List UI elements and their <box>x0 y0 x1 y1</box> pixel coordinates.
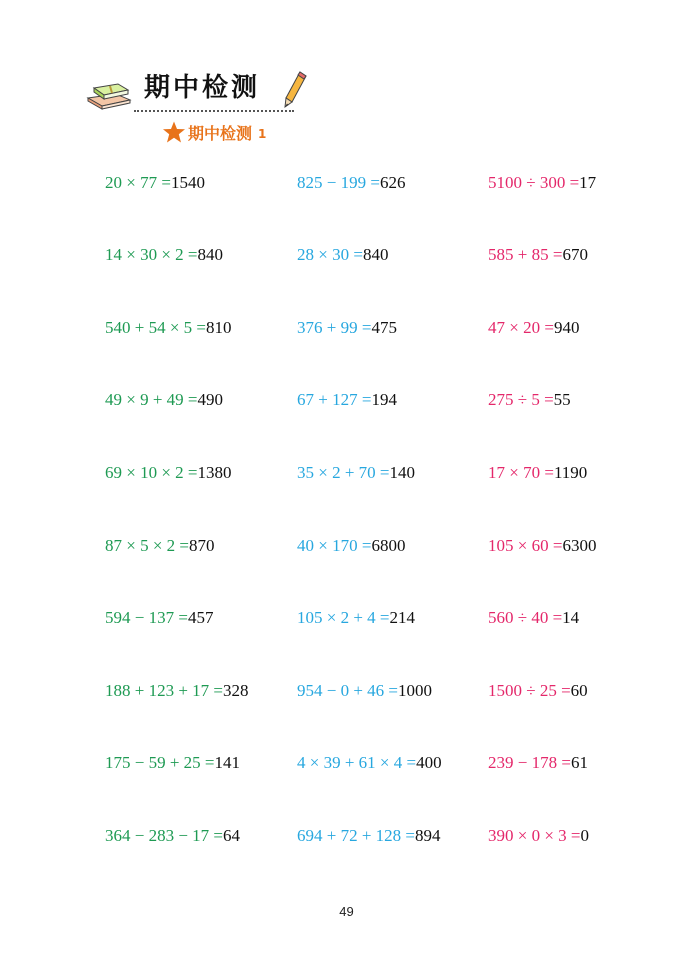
equation-answer: 626 <box>379 173 406 192</box>
equation-expression: 49 × 9 + 49 = <box>105 390 198 409</box>
equation-expression: 585 + 85 = <box>488 245 563 264</box>
equation-item <box>105 680 249 702</box>
equation-answer: 6300 <box>562 536 597 555</box>
equation-expression: 4 × 39 + 61 × 4 = <box>297 753 417 772</box>
equation-answer: 141 <box>214 753 241 772</box>
equation-expression: 825 − 199 = <box>297 173 380 192</box>
equation-answer: 64 <box>223 826 241 845</box>
equation-answer: 1000 <box>398 681 433 700</box>
equation-answer: 61 <box>570 753 588 772</box>
equation-item <box>488 172 596 194</box>
equation-expression: 40 × 170 = <box>297 536 372 555</box>
equation-item <box>105 172 205 194</box>
equation-expression: 188 + 123 + 17 = <box>105 681 224 700</box>
equation-answer: 1540 <box>170 173 205 192</box>
equation-item <box>105 462 232 484</box>
section-title: 期中检测 <box>188 123 253 143</box>
equation-item <box>488 607 579 629</box>
page-number: 49 <box>339 904 354 919</box>
equation-expression: 35 × 2 + 70 = <box>297 463 390 482</box>
equation-answer: 17 <box>579 173 597 192</box>
equation-answer: 6800 <box>371 536 406 555</box>
equation-answer: 1380 <box>197 463 232 482</box>
equation-expression: 1500 ÷ 25 = <box>488 681 571 700</box>
equation-answer: 670 <box>562 245 588 264</box>
equation-expression: 105 × 2 + 4 = <box>297 608 390 627</box>
equation-item <box>488 535 596 557</box>
equation-answer: 810 <box>206 318 232 337</box>
equation-answer: 840 <box>362 245 389 264</box>
equation-expression: 105 × 60 = <box>488 536 563 555</box>
equation-item <box>105 607 213 629</box>
equation-expression: 560 ÷ 40 = <box>488 608 563 627</box>
equation-item <box>297 244 388 266</box>
equation-expression: 5100 ÷ 300 = <box>488 173 580 192</box>
equation-answer: 55 <box>553 390 571 409</box>
page-title: 期中检测 <box>144 73 261 103</box>
equation-answer: 840 <box>197 245 224 264</box>
equation-item <box>297 172 405 194</box>
equation-item <box>297 607 415 629</box>
equation-item <box>105 244 223 266</box>
equation-item <box>297 825 441 847</box>
equation-item <box>105 389 223 411</box>
equation-answer: 214 <box>389 608 416 627</box>
equation-answer: 14 <box>562 608 580 627</box>
equation-item <box>488 389 571 411</box>
equation-item <box>488 462 587 484</box>
equation-item <box>297 462 415 484</box>
equation-item <box>488 752 588 774</box>
equation-expression: 694 + 72 + 128 = <box>297 826 416 845</box>
equation-answer: 194 <box>371 390 397 409</box>
equation-item <box>105 752 240 774</box>
equation-expression: 376 + 99 = <box>297 318 372 337</box>
equation-expression: 87 × 5 × 2 = <box>105 536 190 555</box>
equation-answer: 475 <box>371 318 397 337</box>
equation-answer: 140 <box>389 463 416 482</box>
equation-answer: 1190 <box>553 463 588 482</box>
equation-expression: 594 − 137 = <box>105 608 188 627</box>
equation-expression: 28 × 30 = <box>297 245 363 264</box>
equation-expression: 175 − 59 + 25 = <box>105 753 215 772</box>
equation-item <box>297 389 397 411</box>
equation-answer: 60 <box>570 681 588 700</box>
equation-item <box>488 317 579 339</box>
equation-item <box>105 317 232 339</box>
equation-expression: 67 + 127 = <box>297 390 372 409</box>
equation-expression: 17 × 70 = <box>488 463 554 482</box>
equation-answer: 490 <box>197 390 224 409</box>
equation-expression: 14 × 30 × 2 = <box>105 245 198 264</box>
equation-answer: 0 <box>580 826 590 845</box>
equation-expression: 540 + 54 × 5 = <box>105 318 207 337</box>
equation-item <box>488 825 589 847</box>
equation-expression: 47 × 20 = <box>488 318 554 337</box>
equation-item <box>297 680 432 702</box>
equation-item <box>297 317 397 339</box>
section-number: 1 <box>258 127 267 141</box>
equation-expression: 954 − 0 + 46 = <box>297 681 399 700</box>
equation-answer: 940 <box>553 318 580 337</box>
equation-expression: 275 ÷ 5 = <box>488 390 554 409</box>
equation-answer: 328 <box>223 681 249 700</box>
equation-item <box>297 752 442 774</box>
equation-answer: 400 <box>416 753 442 772</box>
equation-expression: 69 × 10 × 2 = <box>105 463 198 482</box>
equation-expression: 239 − 178 = <box>488 753 571 772</box>
equation-item <box>105 535 215 557</box>
equation-answer: 457 <box>187 608 214 627</box>
equation-item <box>488 244 588 266</box>
equation-item <box>297 535 405 557</box>
equation-answer: 870 <box>189 536 215 555</box>
equation-item <box>105 825 240 847</box>
equation-item <box>488 680 588 702</box>
equation-answer: 894 <box>415 826 441 845</box>
equation-expression: 20 × 77 = <box>105 173 171 192</box>
equation-expression: 364 − 283 − 17 = <box>105 826 224 845</box>
equation-expression: 390 × 0 × 3 = <box>488 826 581 845</box>
